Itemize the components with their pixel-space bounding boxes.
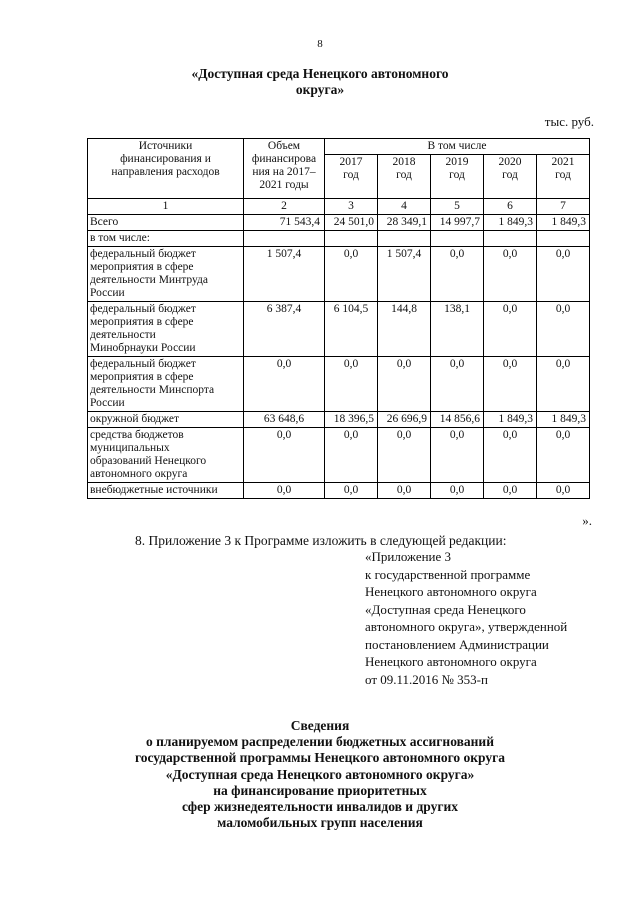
appendix-line: «Доступная среда Ненецкого xyxy=(365,601,526,617)
title-line: государственной программы Ненецкого автономного округа xyxy=(134,750,506,766)
cell-value: 0,0 xyxy=(537,428,590,483)
appendix-line: автономного округа», утвержденной xyxy=(365,619,568,634)
cell-value: 0,0 xyxy=(431,357,484,412)
cell-value: 1 849,3 xyxy=(537,412,590,428)
cell-value xyxy=(537,231,590,247)
units-label: тыс. руб. xyxy=(544,114,594,129)
cell-value: 26 696,9 xyxy=(378,412,431,428)
heading-line: «Доступная среда Ненецкого автономного xyxy=(191,66,449,81)
appendix-line: к государственной программе xyxy=(365,566,531,582)
cell-value: 1 849,3 xyxy=(537,215,590,231)
table-row xyxy=(88,215,590,231)
cell-value: 18 396,5 xyxy=(325,412,378,428)
section-heading xyxy=(0,66,640,98)
document-title xyxy=(0,718,640,831)
cell-value: 144,8 xyxy=(378,302,431,357)
cell-value: 0,0 xyxy=(244,428,325,483)
cell-value: 0,0 xyxy=(484,302,537,357)
cell-value xyxy=(325,231,378,247)
cell-value: 63 648,6 xyxy=(244,412,325,428)
cell-value: 14 997,7 xyxy=(431,215,484,231)
appendix-block xyxy=(365,548,567,688)
cell-value: 28 349,1 xyxy=(378,215,431,231)
cell-value: 24 501,0 xyxy=(325,215,378,231)
appendix-line: Ненецкого автономного округа xyxy=(365,584,537,599)
header-volume: Объем финансирова ния на 2017– 2021 годы xyxy=(244,139,325,199)
cell-value xyxy=(378,231,431,247)
table-row xyxy=(88,483,590,499)
appendix-line: Ненецкого автономного округа xyxy=(365,654,537,669)
header-year: 2017 год xyxy=(325,155,378,199)
cell-value: 1 507,4 xyxy=(244,247,325,302)
cell-value: 0,0 xyxy=(325,357,378,412)
table-row xyxy=(88,231,590,247)
cell-value: 0,0 xyxy=(537,357,590,412)
closing-quote: ». xyxy=(582,513,592,528)
title-line: «Доступная среда Ненецкого автономного округа» xyxy=(165,766,475,782)
header-year: 2021 год xyxy=(537,155,590,199)
title-line: о планируемом распределении бюджетных ассигнований xyxy=(146,734,494,750)
row-label: федеральный бюджет мероприятия в сфере деятельности Минобрнауки России xyxy=(88,302,244,357)
header-source: Источники финансирования и направления расходов xyxy=(88,139,244,199)
cell-value: 0,0 xyxy=(484,247,537,302)
cell-value: 0,0 xyxy=(431,247,484,302)
appendix-line: «Приложение 3 xyxy=(365,549,452,564)
row-label: в том числе: xyxy=(88,231,244,247)
cell-value: 0,0 xyxy=(378,483,431,499)
cell-value: 0,0 xyxy=(325,428,378,483)
cell-value: 0,0 xyxy=(484,483,537,499)
row-label: федеральный бюджет мероприятия в сфере деятельности Минтруда России xyxy=(88,247,244,302)
cell-value: 0,0 xyxy=(431,483,484,499)
cell-value: 6 104,5 xyxy=(325,302,378,357)
cell-value: 1 849,3 xyxy=(484,412,537,428)
cell-value: 0,0 xyxy=(431,428,484,483)
table-row xyxy=(88,247,590,302)
header-year: 2020 год xyxy=(484,155,537,199)
cell-value: 0,0 xyxy=(378,357,431,412)
header-year: 2019 год xyxy=(431,155,484,199)
row-label: Всего xyxy=(88,215,244,231)
row-label: окружной бюджет xyxy=(88,412,244,428)
row-label: внебюджетные источники xyxy=(88,483,244,499)
column-numbers-row: 1 2 3 4 5 6 7 xyxy=(88,199,590,215)
cell-value: 0,0 xyxy=(244,483,325,499)
cell-value xyxy=(484,231,537,247)
title-line: Сведения xyxy=(290,718,350,733)
header-year: 2018 год xyxy=(378,155,431,199)
table-row xyxy=(88,428,590,483)
title-line: на финансирование приоритетных xyxy=(213,782,427,798)
cell-value: 0,0 xyxy=(537,483,590,499)
row-label: федеральный бюджет мероприятия в сфере деятельности Минспорта России xyxy=(88,357,244,412)
header-including: В том числе xyxy=(325,139,590,155)
financing-table xyxy=(87,138,590,499)
table-row xyxy=(88,302,590,357)
cell-value: 0,0 xyxy=(484,428,537,483)
cell-value: 1 507,4 xyxy=(378,247,431,302)
cell-value: 71 543,4 xyxy=(244,215,325,231)
cell-value: 1 849,3 xyxy=(484,215,537,231)
heading-line: округа» xyxy=(295,82,345,97)
table-row xyxy=(88,357,590,412)
cell-value xyxy=(244,231,325,247)
appendix-line: от 09.11.2016 № 353-п xyxy=(365,671,488,687)
cell-value: 0,0 xyxy=(484,357,537,412)
title-line: маломобильных групп населения xyxy=(217,815,423,831)
cell-value: 0,0 xyxy=(537,247,590,302)
page-number: 8 xyxy=(317,38,323,50)
title-line: сфер жизнедеятельности инвалидов и других xyxy=(181,799,459,815)
cell-value: 138,1 xyxy=(431,302,484,357)
cell-value: 0,0 xyxy=(378,428,431,483)
row-label: средства бюджетов муниципальных образований Ненецкого автономного округа xyxy=(88,428,244,483)
amendment-point: 8. Приложение 3 к Программе изложить в следующей редакции: xyxy=(135,533,507,548)
table-row xyxy=(88,412,590,428)
cell-value: 0,0 xyxy=(325,247,378,302)
cell-value xyxy=(431,231,484,247)
cell-value: 0,0 xyxy=(244,357,325,412)
cell-value: 0,0 xyxy=(325,483,378,499)
cell-value: 0,0 xyxy=(537,302,590,357)
appendix-line: постановлением Администрации xyxy=(365,636,549,652)
cell-value: 6 387,4 xyxy=(244,302,325,357)
cell-value: 14 856,6 xyxy=(431,412,484,428)
